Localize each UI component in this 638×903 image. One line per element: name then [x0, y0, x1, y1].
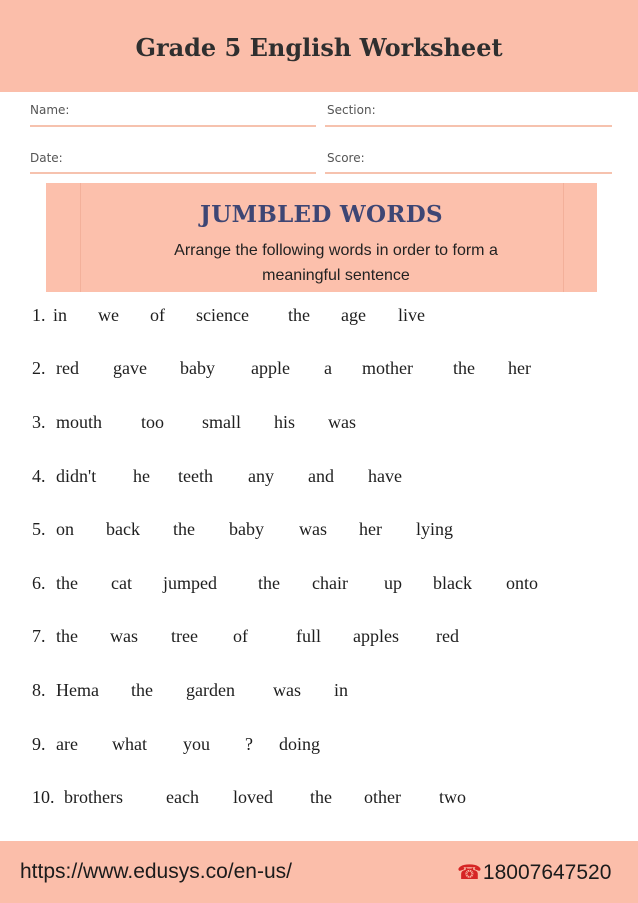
- jumbled-word: chair: [312, 573, 348, 593]
- question-row: [0, 787, 638, 813]
- banner-stripe: [563, 183, 564, 292]
- jumbled-word: the: [56, 573, 78, 593]
- jumbled-word: her: [359, 519, 382, 539]
- question-number: 10.: [32, 787, 55, 807]
- jumbled-word: black: [433, 573, 472, 593]
- jumbled-word: red: [56, 358, 79, 378]
- jumbled-word: up: [384, 573, 402, 593]
- jumbled-word: her: [508, 358, 531, 378]
- jumbled-word: brothers: [64, 787, 123, 807]
- jumbled-word: live: [398, 305, 425, 325]
- jumbled-word: his: [274, 412, 296, 432]
- phone-icon: ☎: [457, 862, 482, 884]
- jumbled-word: in: [334, 680, 349, 700]
- phone-contact[interactable]: [457, 860, 611, 885]
- jumbled-word: on: [56, 519, 74, 539]
- section-label: Section:: [327, 103, 376, 117]
- jumbled-word: the: [173, 519, 195, 539]
- jumbled-word: too: [141, 412, 165, 432]
- question-row: [0, 412, 638, 438]
- jumbled-word: any: [248, 466, 274, 486]
- jumbled-word: lying: [416, 519, 454, 539]
- jumbled-word: ?: [245, 734, 253, 754]
- question-row: [0, 519, 638, 545]
- question-number: 3.: [32, 412, 46, 432]
- jumbled-word: the: [310, 787, 332, 807]
- jumbled-word: a: [324, 358, 332, 378]
- jumbled-word: the: [258, 573, 280, 593]
- jumbled-word: the: [288, 305, 310, 325]
- question-row: [0, 626, 638, 652]
- footer-band: [0, 841, 638, 903]
- question-row: [0, 734, 638, 760]
- jumbled-word: you: [183, 734, 210, 754]
- jumbled-word: full: [296, 626, 321, 646]
- jumbled-word: the: [131, 680, 153, 700]
- question-row: [0, 573, 638, 599]
- jumbled-word: are: [56, 734, 78, 754]
- question-row: [0, 358, 638, 384]
- jumbled-word: didn't: [56, 466, 97, 486]
- website-link[interactable]: https://www.edusys.co/en-us/: [20, 860, 292, 883]
- jumbled-word: onto: [506, 573, 539, 593]
- question-number: 2.: [32, 358, 46, 378]
- jumbled-word: garden: [186, 680, 235, 700]
- jumbled-word: two: [439, 787, 466, 807]
- jumbled-word: baby: [229, 519, 264, 539]
- jumbled-word: and: [308, 466, 334, 486]
- question-row: [0, 680, 638, 706]
- jumbled-word: what: [112, 734, 147, 754]
- jumbled-word: jumped: [163, 573, 217, 593]
- question-number: 4.: [32, 466, 46, 486]
- jumbled-word: baby: [180, 358, 215, 378]
- instruction-banner: [46, 183, 597, 292]
- jumbled-word: mouth: [56, 412, 103, 432]
- jumbled-word: the: [56, 626, 78, 646]
- jumbled-word: the: [453, 358, 475, 378]
- name-label: Name:: [30, 103, 70, 117]
- jumbled-word: he: [133, 466, 150, 486]
- section-field[interactable]: [325, 125, 612, 127]
- question-row: [0, 466, 638, 492]
- banner-title: JUMBLED WORDS: [200, 201, 443, 228]
- jumbled-word: of: [150, 305, 165, 325]
- jumbled-word: apples: [353, 626, 399, 646]
- question-number: 1.: [32, 305, 46, 325]
- jumbled-word: loved: [233, 787, 273, 807]
- jumbled-word: tree: [171, 626, 198, 646]
- date-label: Date:: [30, 151, 63, 165]
- jumbled-word: small: [202, 412, 241, 432]
- jumbled-word: back: [106, 519, 140, 539]
- jumbled-word: gave: [113, 358, 147, 378]
- jumbled-word: cat: [111, 573, 132, 593]
- question-number: 7.: [32, 626, 46, 646]
- jumbled-word: was: [328, 412, 356, 432]
- phone-number: 18007647520: [482, 861, 612, 884]
- banner-stripe: [80, 183, 81, 292]
- jumbled-word: in: [53, 305, 68, 325]
- question-number: 9.: [32, 734, 46, 754]
- jumbled-word: mother: [362, 358, 413, 378]
- jumbled-word: each: [166, 787, 199, 807]
- jumbled-word: teeth: [178, 466, 213, 486]
- jumbled-word: have: [368, 466, 402, 486]
- jumbled-word: red: [436, 626, 459, 646]
- question-number: 6.: [32, 573, 46, 593]
- jumbled-word: apple: [251, 358, 290, 378]
- question-number: 5.: [32, 519, 46, 539]
- jumbled-word: was: [273, 680, 301, 700]
- score-field[interactable]: [325, 172, 612, 174]
- jumbled-word: was: [110, 626, 138, 646]
- question-row: [0, 305, 638, 331]
- jumbled-word: was: [299, 519, 327, 539]
- jumbled-word: other: [364, 787, 401, 807]
- jumbled-word: Hema: [56, 680, 99, 700]
- jumbled-word: doing: [279, 734, 321, 754]
- name-field[interactable]: [30, 125, 316, 127]
- date-field[interactable]: [30, 172, 316, 174]
- question-number: 8.: [32, 680, 46, 700]
- jumbled-word: we: [98, 305, 119, 325]
- page-title: Grade 5 English Worksheet: [135, 33, 503, 62]
- jumbled-word: age: [341, 305, 366, 325]
- jumbled-word: science: [196, 305, 249, 325]
- score-label: Score:: [327, 151, 365, 165]
- banner-instruction: Arrange the following words in order to form a meaningful sentence: [174, 242, 498, 284]
- jumbled-word: of: [233, 626, 248, 646]
